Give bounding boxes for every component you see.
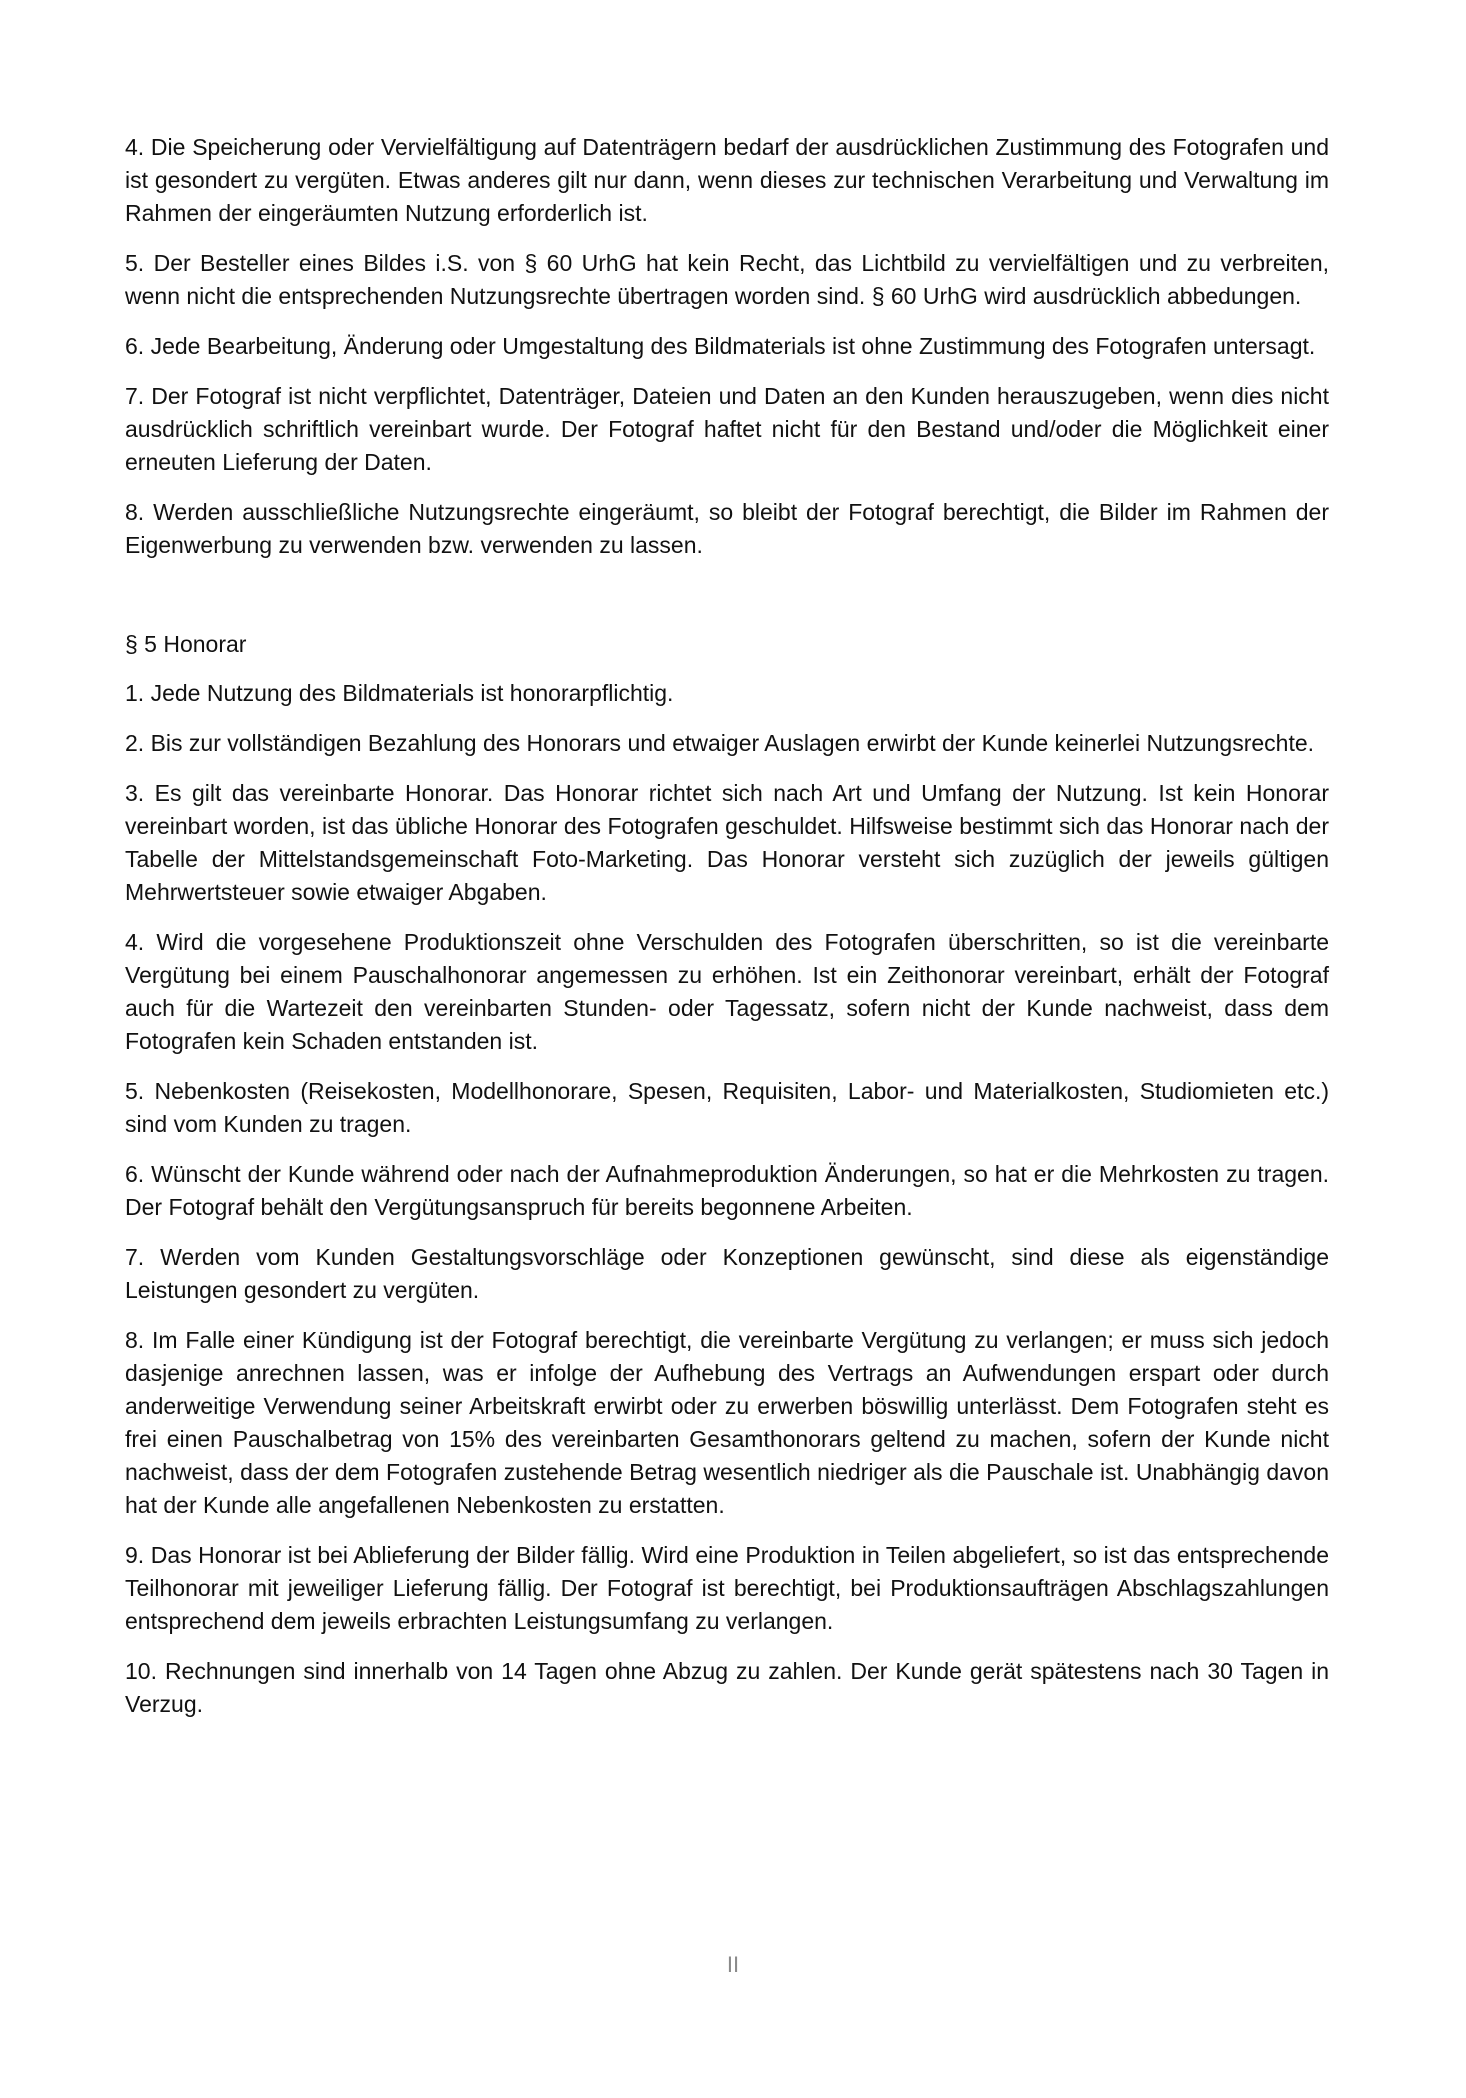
section-heading-honorar: § 5 Honorar xyxy=(125,631,247,657)
paragraph-4-7: 7. Der Fotograf ist nicht verpflichtet, Datenträger, Dateien und Daten an den Kunden herauszugeben, wenn dies nicht ausdrücklich schriftlich vereinbart wurde. Der Fotograf haftet nicht für den Bestand und/oder die Möglichkeit einer erneuten Lieferung der Daten. xyxy=(125,383,1329,475)
page-body xyxy=(125,131,1329,1738)
paragraph-5-4: 4. Wird die vorgesehene Produktionszeit ohne Verschulden des Fotografen überschritten, so ist die vereinbarte Vergütung bei einem Pauschalhonorar angemessen zu erhöhen. Ist ein Zeithonorar vereinbart, erhält der Fotograf auch für die Wartezeit den vereinbarten Stunden- oder Tagessatz, sofern nicht der Kunde nachweist, dass dem Fotografen kein Schaden entstanden ist. xyxy=(125,929,1329,1054)
paragraph-5-1: 1. Jede Nutzung des Bildmaterials ist honorarpflichtig. xyxy=(125,680,674,706)
paragraph-4-4: 4. Die Speicherung oder Vervielfältigung auf Datenträgern bedarf der ausdrücklichen Zustimmung des Fotografen und ist gesondert zu vergüten. Etwas anderes gilt nur dann, wenn dieses zur technischen Verarbeitung und Verwaltung im Rahmen der eingeräumten Nutzung erforderlich ist. xyxy=(125,134,1329,226)
paragraph-5-8: 8. Im Falle einer Kündigung ist der Fotograf berechtigt, die vereinbarte Vergütung zu verlangen; er muss sich jedoch dasjenige anrechnen lassen, was er infolge der Aufhebung des Vertrags an Aufwendungen erspart oder durch anderweitige Verwendung seiner Arbeitskraft erwirbt oder zu erwerben böswillig unterlässt. Dem Fotografen steht es frei einen Pauschalbetrag von 15% des vereinbarten Gesamthonorars geltend zu machen, sofern der Kunde nicht nachweist, dass der dem Fotografen zustehende Betrag wesentlich niedriger als die Pauschale ist. Unabhängig davon hat der Kunde alle angefallenen Nebenkosten zu erstatten. xyxy=(125,1327,1329,1518)
paragraph-4-6: 6. Jede Bearbeitung, Änderung oder Umgestaltung des Bildmaterials ist ohne Zustimmung des Fotografen untersagt. xyxy=(125,333,1316,359)
paragraph-5-10: 10. Rechnungen sind innerhalb von 14 Tagen ohne Abzug zu zahlen. Der Kunde gerät spätestens nach 30 Tagen in Verzug. xyxy=(125,1658,1329,1717)
paragraph-5-2: 2. Bis zur vollständigen Bezahlung des Honorars und etwaiger Auslagen erwirbt der Kunde keinerlei Nutzungsrechte. xyxy=(125,730,1315,756)
paragraph-5-3: 3. Es gilt das vereinbarte Honorar. Das Honorar richtet sich nach Art und Umfang der Nutzung. Ist kein Honorar vereinbart worden, ist das übliche Honorar des Fotografen geschuldet. Hilfsweise bestimmt sich das Honorar nach der Tabelle der Mittelstandsgemeinschaft Foto-Marketing. Das Honorar versteht sich zuzüglich der jeweils gültigen Mehrwertsteuer sowie etwaiger Abgaben. xyxy=(125,780,1329,905)
paragraph-4-8: 8. Werden ausschließliche Nutzungsrechte eingeräumt, so bleibt der Fotograf berechtigt, die Bilder im Rahmen der Eigenwerbung zu verwenden bzw. verwenden zu lassen. xyxy=(125,499,1329,558)
page-number: II xyxy=(726,1952,740,1977)
paragraph-5-7: 7. Werden vom Kunden Gestaltungsvorschläge oder Konzeptionen gewünscht, sind diese als eigenständige Leistungen gesondert zu vergüten. xyxy=(125,1244,1329,1303)
paragraph-5-9: 9. Das Honorar ist bei Ablieferung der Bilder fällig. Wird eine Produktion in Teilen abgeliefert, so ist das entsprechende Teilhonorar mit jeweiliger Lieferung fällig. Der Fotograf ist berechtigt, bei Produktionsaufträgen Abschlagszahlungen entsprechend dem jeweils erbrachten Leistungsumfang zu verlangen. xyxy=(125,1542,1329,1634)
paragraph-4-5: 5. Der Besteller eines Bildes i.S. von § 60 UrhG hat kein Recht, das Lichtbild zu vervielfältigen und zu verbreiten, wenn nicht die entsprechenden Nutzungsrechte übertragen worden sind. § 60 UrhG wird ausdrücklich abbedungen. xyxy=(125,250,1329,309)
paragraph-5-6: 6. Wünscht der Kunde während oder nach der Aufnahmeproduktion Änderungen, so hat er die Mehrkosten zu tragen. Der Fotograf behält den Vergütungsanspruch für bereits begonnene Arbeiten. xyxy=(125,1161,1329,1220)
paragraph-5-5: 5. Nebenkosten (Reisekosten, Modellhonorare, Spesen, Requisiten, Labor- und Materialkosten, Studiomieten etc.) sind vom Kunden zu tragen. xyxy=(125,1078,1329,1137)
